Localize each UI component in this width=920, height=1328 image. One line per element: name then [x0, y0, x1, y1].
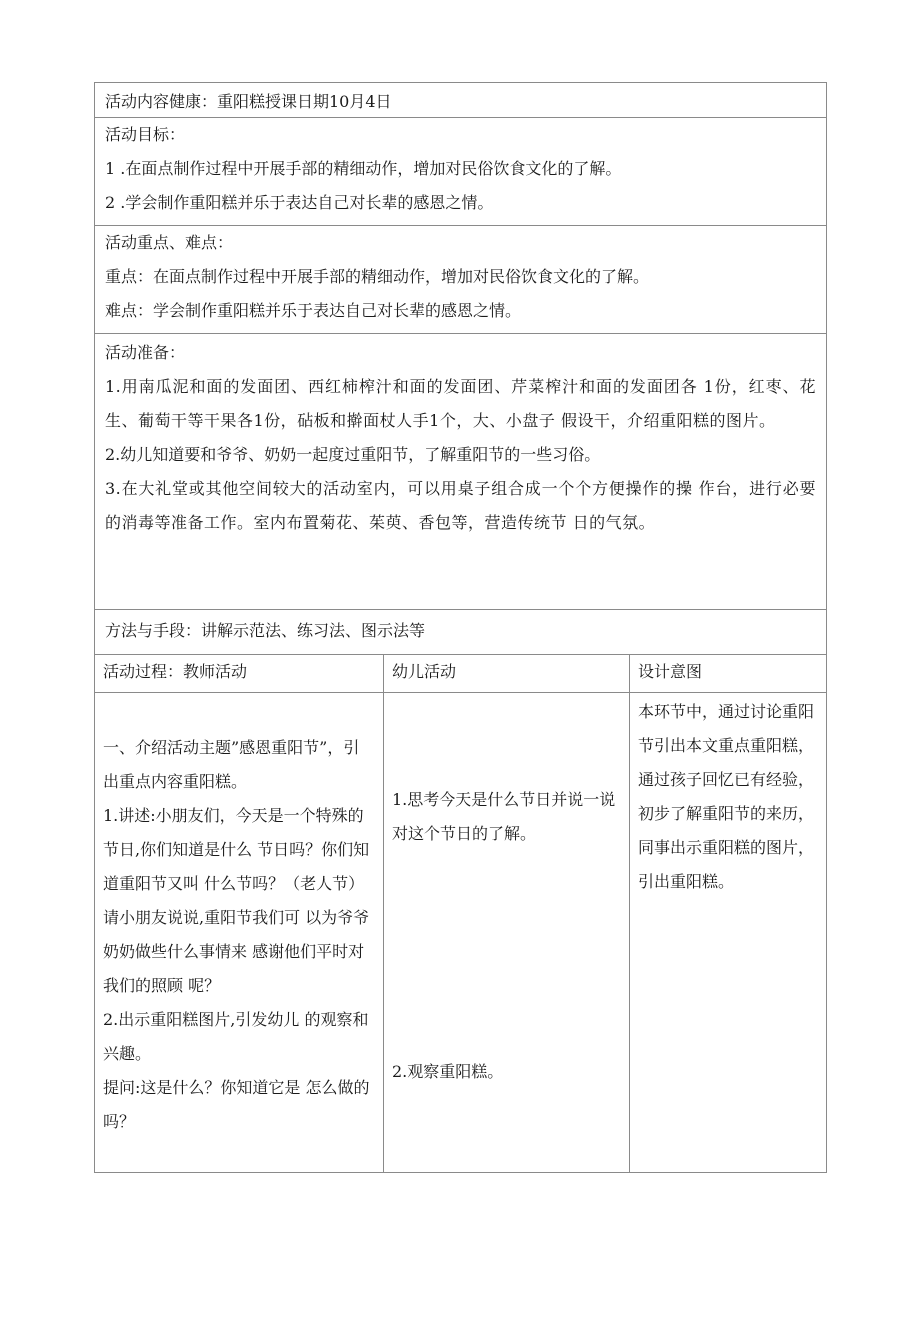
- key-point: 重点：在面点制作过程中开展手部的精细动作，增加对民俗饮食文化的了解。: [105, 267, 650, 286]
- teacher-activity-header: 活动过程：教师活动: [95, 655, 384, 692]
- design-intent-cell: [630, 693, 826, 1172]
- preparation-item: 1.用南瓜泥和面的发面团、西红柿榨汁和面的发面团、芹菜榨汁和面的发面团各 1份，红枣、花生、葡萄干等干果各1份，砧板和擀面杖人手1个，大、小盘子 假设干，介绍重阳糕的图片。: [105, 377, 816, 430]
- preparation-item: 3.在大礼堂或其他空间较大的活动室内，可以用桌子组合成一个个方便操作的操 作台，进行必要的消毒等准备工作。室内布置菊花、茱萸、香包等，营造传统节 日的气氛。: [105, 479, 816, 532]
- preparation-title: 活动准备：: [105, 343, 186, 362]
- child-step: 1.思考今天是什么节日并说一说对这个节日的了解。: [392, 790, 616, 843]
- preparation-section: [94, 334, 827, 610]
- methods-text: 方法与手段：讲解示范法、练习法、图示法等: [105, 621, 426, 640]
- teacher-step: 一、介绍活动主题”感恩重阳节”，引出重点内容重阳糕。: [103, 738, 360, 791]
- header-row: [94, 82, 827, 118]
- teacher-step: 提问:这是什么？你知道它是 怎么做的吗？: [103, 1078, 370, 1131]
- goals-title: 活动目标：: [105, 125, 186, 144]
- key-points-section: [94, 226, 827, 334]
- lesson-plan: [94, 82, 827, 1173]
- child-activity-header: 幼儿活动: [384, 655, 630, 692]
- goal-item: 2 .学会制作重阳糕并乐于表达自己对长辈的感恩之情。: [105, 193, 494, 212]
- teacher-activity-cell: [95, 693, 384, 1172]
- teacher-step: 请小朋友说说,重阳节我们可 以为爷爷奶奶做些什么事情来 感谢他们平时对我们的照顾 呢？: [103, 908, 370, 995]
- design-intent-header: 设计意图: [638, 662, 703, 681]
- header-text: 活动内容健康：重阳糕授课日期10月4日: [105, 92, 392, 111]
- difficult-point: 难点：学会制作重阳糕并乐于表达自己对长辈的感恩之情。: [105, 301, 522, 320]
- process-table-body: [94, 693, 827, 1173]
- goal-item: 1 .在面点制作过程中开展手部的精细动作，增加对民俗饮食文化的了解。: [105, 159, 622, 178]
- goals-section: [94, 118, 827, 226]
- teacher-step: 2.出示重阳糕图片,引发幼儿 的观察和兴趣。: [103, 1010, 369, 1063]
- child-step: 2.观察重阳糕。: [392, 1062, 504, 1081]
- teacher-step: 1.讲述:小朋友们，今天是一个特殊的节日,你们知道是什么 节日吗？你们知道重阳节又叫 什么节吗？（老人节）: [103, 806, 370, 893]
- key-points-title: 活动重点、难点：: [105, 233, 234, 252]
- process-table-header: [94, 655, 827, 693]
- child-activity-cell: [384, 693, 630, 1172]
- design-intent-text: 本环节中，通过讨论重阳节引出本文重点重阳糕，通过孩子回忆已有经验，初步了解重阳节的来历，同事出示重阳糕的图片，引出重阳糕。: [638, 702, 815, 891]
- preparation-item: 2.幼儿知道要和爷爷、奶奶一起度过重阳节，了解重阳节的一些习俗。: [105, 445, 601, 464]
- methods-row: [94, 610, 827, 655]
